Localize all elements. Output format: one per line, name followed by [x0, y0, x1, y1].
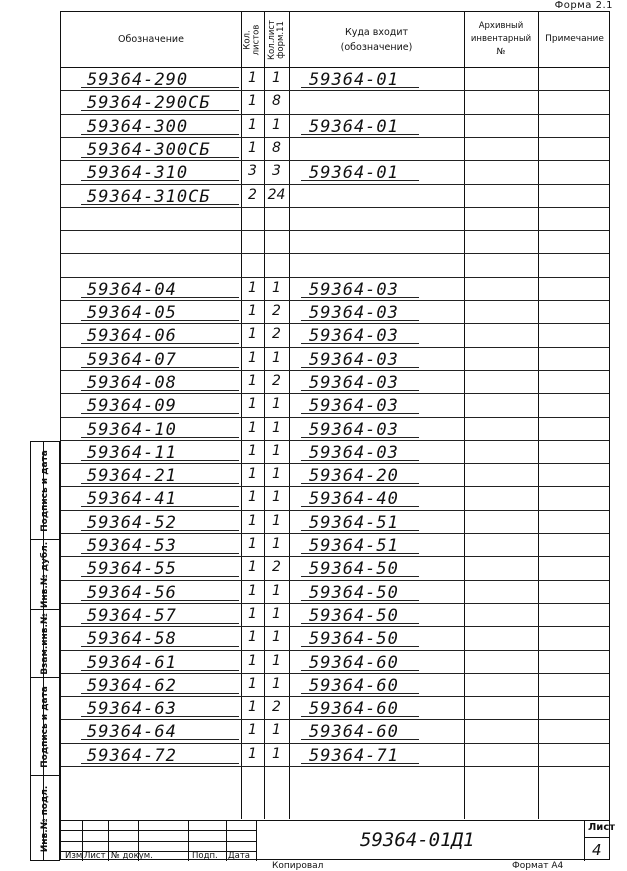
row-sheets: 1 — [248, 279, 257, 296]
row-divider — [61, 510, 609, 511]
row-destination: 59364-60 — [309, 675, 399, 696]
header-rule — [61, 67, 609, 68]
row-designation: 59364-56 — [87, 582, 177, 603]
header-destination: Куда входит (обозначение) — [340, 26, 413, 53]
row-formats: 1 — [272, 605, 281, 622]
footer-copied: Копировал — [272, 861, 324, 871]
row-formats: 8 — [272, 139, 281, 156]
title-izm: Изм — [65, 851, 83, 861]
row-formats: 1 — [272, 349, 281, 366]
row-sheets: 1 — [248, 536, 257, 552]
row-destination: 59364-50 — [309, 629, 399, 650]
row-destination: 59364-60 — [309, 652, 399, 673]
row-designation: 59364-72 — [87, 745, 177, 766]
row-destination: 59364-01 — [309, 163, 399, 184]
row-sheets: 1 — [248, 559, 257, 576]
document-designation: 59364-01Д1 — [360, 829, 475, 851]
row-divider — [61, 230, 609, 231]
form-label: Форма 2.1 — [554, 0, 613, 11]
row-formats: 1 — [272, 279, 281, 296]
row-sheets: 1 — [248, 70, 257, 86]
row-designation: 59364-21 — [87, 466, 177, 487]
row-divider — [61, 533, 609, 534]
header-sheet-count: Кол. листов — [242, 24, 262, 55]
row-divider — [61, 696, 609, 697]
row-formats: 2 — [272, 372, 281, 389]
sheet-number: 4 — [592, 841, 602, 859]
side-cell-sign-date-top: Подпись и дата — [31, 442, 59, 540]
row-designation: 59364-08 — [87, 372, 177, 393]
row-divider — [61, 137, 609, 138]
side-cell-inv-dup: Инв.№ дубл. — [31, 540, 59, 610]
row-destination: 59364-51 — [309, 536, 399, 556]
row-formats: 2 — [272, 303, 281, 319]
row-divider — [61, 300, 609, 301]
row-formats: 2 — [272, 559, 281, 576]
row-destination: 59364-01 — [309, 116, 399, 137]
col-divider-3 — [289, 12, 290, 819]
row-formats: 1 — [272, 675, 281, 692]
row-formats: 2 — [272, 326, 281, 343]
row-destination: 59364-50 — [309, 605, 399, 626]
row-destination: 59364-03 — [309, 279, 399, 300]
row-designation: 59364-310СБ — [87, 186, 211, 207]
row-designation: 59364-55 — [87, 559, 177, 580]
row-designation: 59364-310 — [87, 163, 189, 184]
header-format-count: Кол.лист форм.11 — [266, 19, 286, 60]
row-sheets: 2 — [248, 186, 257, 203]
row-destination: 59364-03 — [309, 326, 399, 347]
row-formats: 24 — [267, 186, 286, 203]
col-divider-5 — [538, 12, 539, 819]
row-destination: 59364-50 — [309, 582, 399, 603]
row-divider — [61, 766, 609, 767]
row-sheets: 1 — [248, 139, 257, 156]
row-sheets: 1 — [248, 652, 257, 669]
row-formats: 1 — [272, 116, 281, 133]
row-formats: 3 — [272, 163, 281, 180]
row-divider — [61, 114, 609, 115]
row-sheets: 1 — [248, 303, 257, 319]
row-divider — [61, 277, 609, 278]
form-table — [60, 11, 610, 860]
header-archive: Архивный инвентарный № — [470, 21, 532, 57]
row-sheets: 1 — [248, 489, 257, 506]
row-sheets: 1 — [248, 372, 257, 389]
row-divider — [61, 486, 609, 487]
row-designation: 59364-300СБ — [87, 139, 211, 160]
title-date: Дата — [228, 851, 251, 861]
row-designation: 59364-52 — [87, 512, 177, 533]
title-doc-no: № докум. — [111, 851, 153, 861]
row-sheets: 1 — [248, 722, 257, 739]
row-sheets: 1 — [248, 605, 257, 622]
row-formats: 1 — [272, 582, 281, 599]
row-designation: 59364-300 — [87, 116, 189, 137]
row-sheets: 1 — [248, 675, 257, 692]
row-formats: 1 — [272, 70, 281, 86]
row-designation: 59364-58 — [87, 629, 177, 650]
row-designation: 59364-04 — [87, 279, 177, 300]
row-divider — [61, 370, 609, 371]
row-sheets: 1 — [248, 629, 257, 646]
header-note: Примечание — [545, 34, 604, 44]
row-designation: 59364-41 — [87, 489, 177, 510]
row-formats: 1 — [272, 419, 281, 436]
row-divider — [61, 673, 609, 674]
row-destination: 59364-71 — [309, 745, 399, 766]
row-destination: 59364-60 — [309, 722, 399, 743]
row-divider — [61, 393, 609, 394]
row-destination: 59364-03 — [309, 372, 399, 393]
row-designation: 59364-11 — [87, 442, 177, 463]
row-designation: 59364-63 — [87, 699, 177, 720]
row-destination: 59364-20 — [309, 466, 399, 487]
row-divider — [61, 463, 609, 464]
row-designation: 59364-290СБ — [87, 93, 211, 114]
row-designation: 59364-53 — [87, 536, 177, 556]
row-designation: 59364-05 — [87, 303, 177, 323]
row-divider — [61, 207, 609, 208]
row-designation: 59364-290 — [87, 70, 189, 90]
row-formats: 2 — [272, 699, 281, 716]
row-designation: 59364-57 — [87, 605, 177, 626]
row-sheets: 1 — [248, 349, 257, 366]
row-sheets: 1 — [248, 93, 257, 110]
row-destination: 59364-03 — [309, 396, 399, 417]
row-divider — [61, 90, 609, 91]
row-divider — [61, 743, 609, 744]
title-list: Лист — [84, 851, 106, 861]
row-divider — [61, 253, 609, 254]
row-formats: 1 — [272, 629, 281, 646]
header-designation: Обозначение — [118, 34, 184, 45]
side-cell-replace-inv: Взам.инв.№ — [31, 610, 59, 678]
row-sheets: 1 — [248, 582, 257, 599]
row-formats: 1 — [272, 396, 281, 413]
row-divider — [61, 160, 609, 161]
col-divider-1 — [241, 12, 242, 819]
row-designation: 59364-06 — [87, 326, 177, 347]
row-divider — [61, 650, 609, 651]
row-destination: 59364-03 — [309, 349, 399, 370]
col-divider-2 — [264, 12, 265, 819]
row-divider — [61, 417, 609, 418]
row-formats: 1 — [272, 652, 281, 669]
side-cell-sign-date-bottom: Подпись и дата — [31, 678, 59, 776]
row-divider — [61, 184, 609, 185]
side-stamp — [30, 441, 60, 861]
row-formats: 1 — [272, 745, 281, 762]
col-divider-4 — [464, 12, 465, 819]
row-divider — [61, 556, 609, 557]
row-formats: 1 — [272, 466, 281, 483]
row-sheets: 3 — [248, 163, 257, 180]
row-formats: 1 — [272, 489, 281, 506]
footer-format: Формат А4 — [512, 861, 564, 871]
row-divider — [61, 626, 609, 627]
row-sheets: 1 — [248, 116, 257, 133]
row-destination: 59364-40 — [309, 489, 399, 510]
row-divider — [61, 440, 609, 441]
row-divider — [61, 719, 609, 720]
row-divider — [61, 580, 609, 581]
row-formats: 1 — [272, 442, 281, 459]
row-sheets: 1 — [248, 699, 257, 716]
row-divider — [61, 323, 609, 324]
title-sign: Подп. — [192, 851, 218, 861]
row-sheets: 1 — [248, 442, 257, 459]
row-sheets: 1 — [248, 512, 257, 529]
row-destination: 59364-51 — [309, 512, 399, 533]
row-sheets: 1 — [248, 745, 257, 762]
row-divider — [61, 603, 609, 604]
row-divider — [61, 347, 609, 348]
row-sheets: 1 — [248, 419, 257, 436]
row-formats: 1 — [272, 722, 281, 739]
row-destination: 59364-03 — [309, 303, 399, 323]
row-destination: 59364-01 — [309, 70, 399, 90]
row-designation: 59364-07 — [87, 349, 177, 370]
sheet-label: Лист — [588, 822, 616, 833]
row-destination: 59364-50 — [309, 559, 399, 580]
row-designation: 59364-10 — [87, 419, 177, 440]
row-sheets: 1 — [248, 466, 257, 483]
row-designation: 59364-64 — [87, 722, 177, 743]
row-designation: 59364-62 — [87, 675, 177, 696]
row-sheets: 1 — [248, 326, 257, 343]
row-designation: 59364-61 — [87, 652, 177, 673]
row-destination: 59364-60 — [309, 699, 399, 720]
row-formats: 8 — [272, 93, 281, 110]
row-sheets: 1 — [248, 396, 257, 413]
row-destination: 59364-03 — [309, 419, 399, 440]
row-destination: 59364-03 — [309, 442, 399, 463]
row-formats: 1 — [272, 512, 281, 529]
row-designation: 59364-09 — [87, 396, 177, 417]
side-cell-inv-orig: Инв.№ подл. — [40, 785, 50, 853]
row-formats: 1 — [272, 536, 281, 552]
